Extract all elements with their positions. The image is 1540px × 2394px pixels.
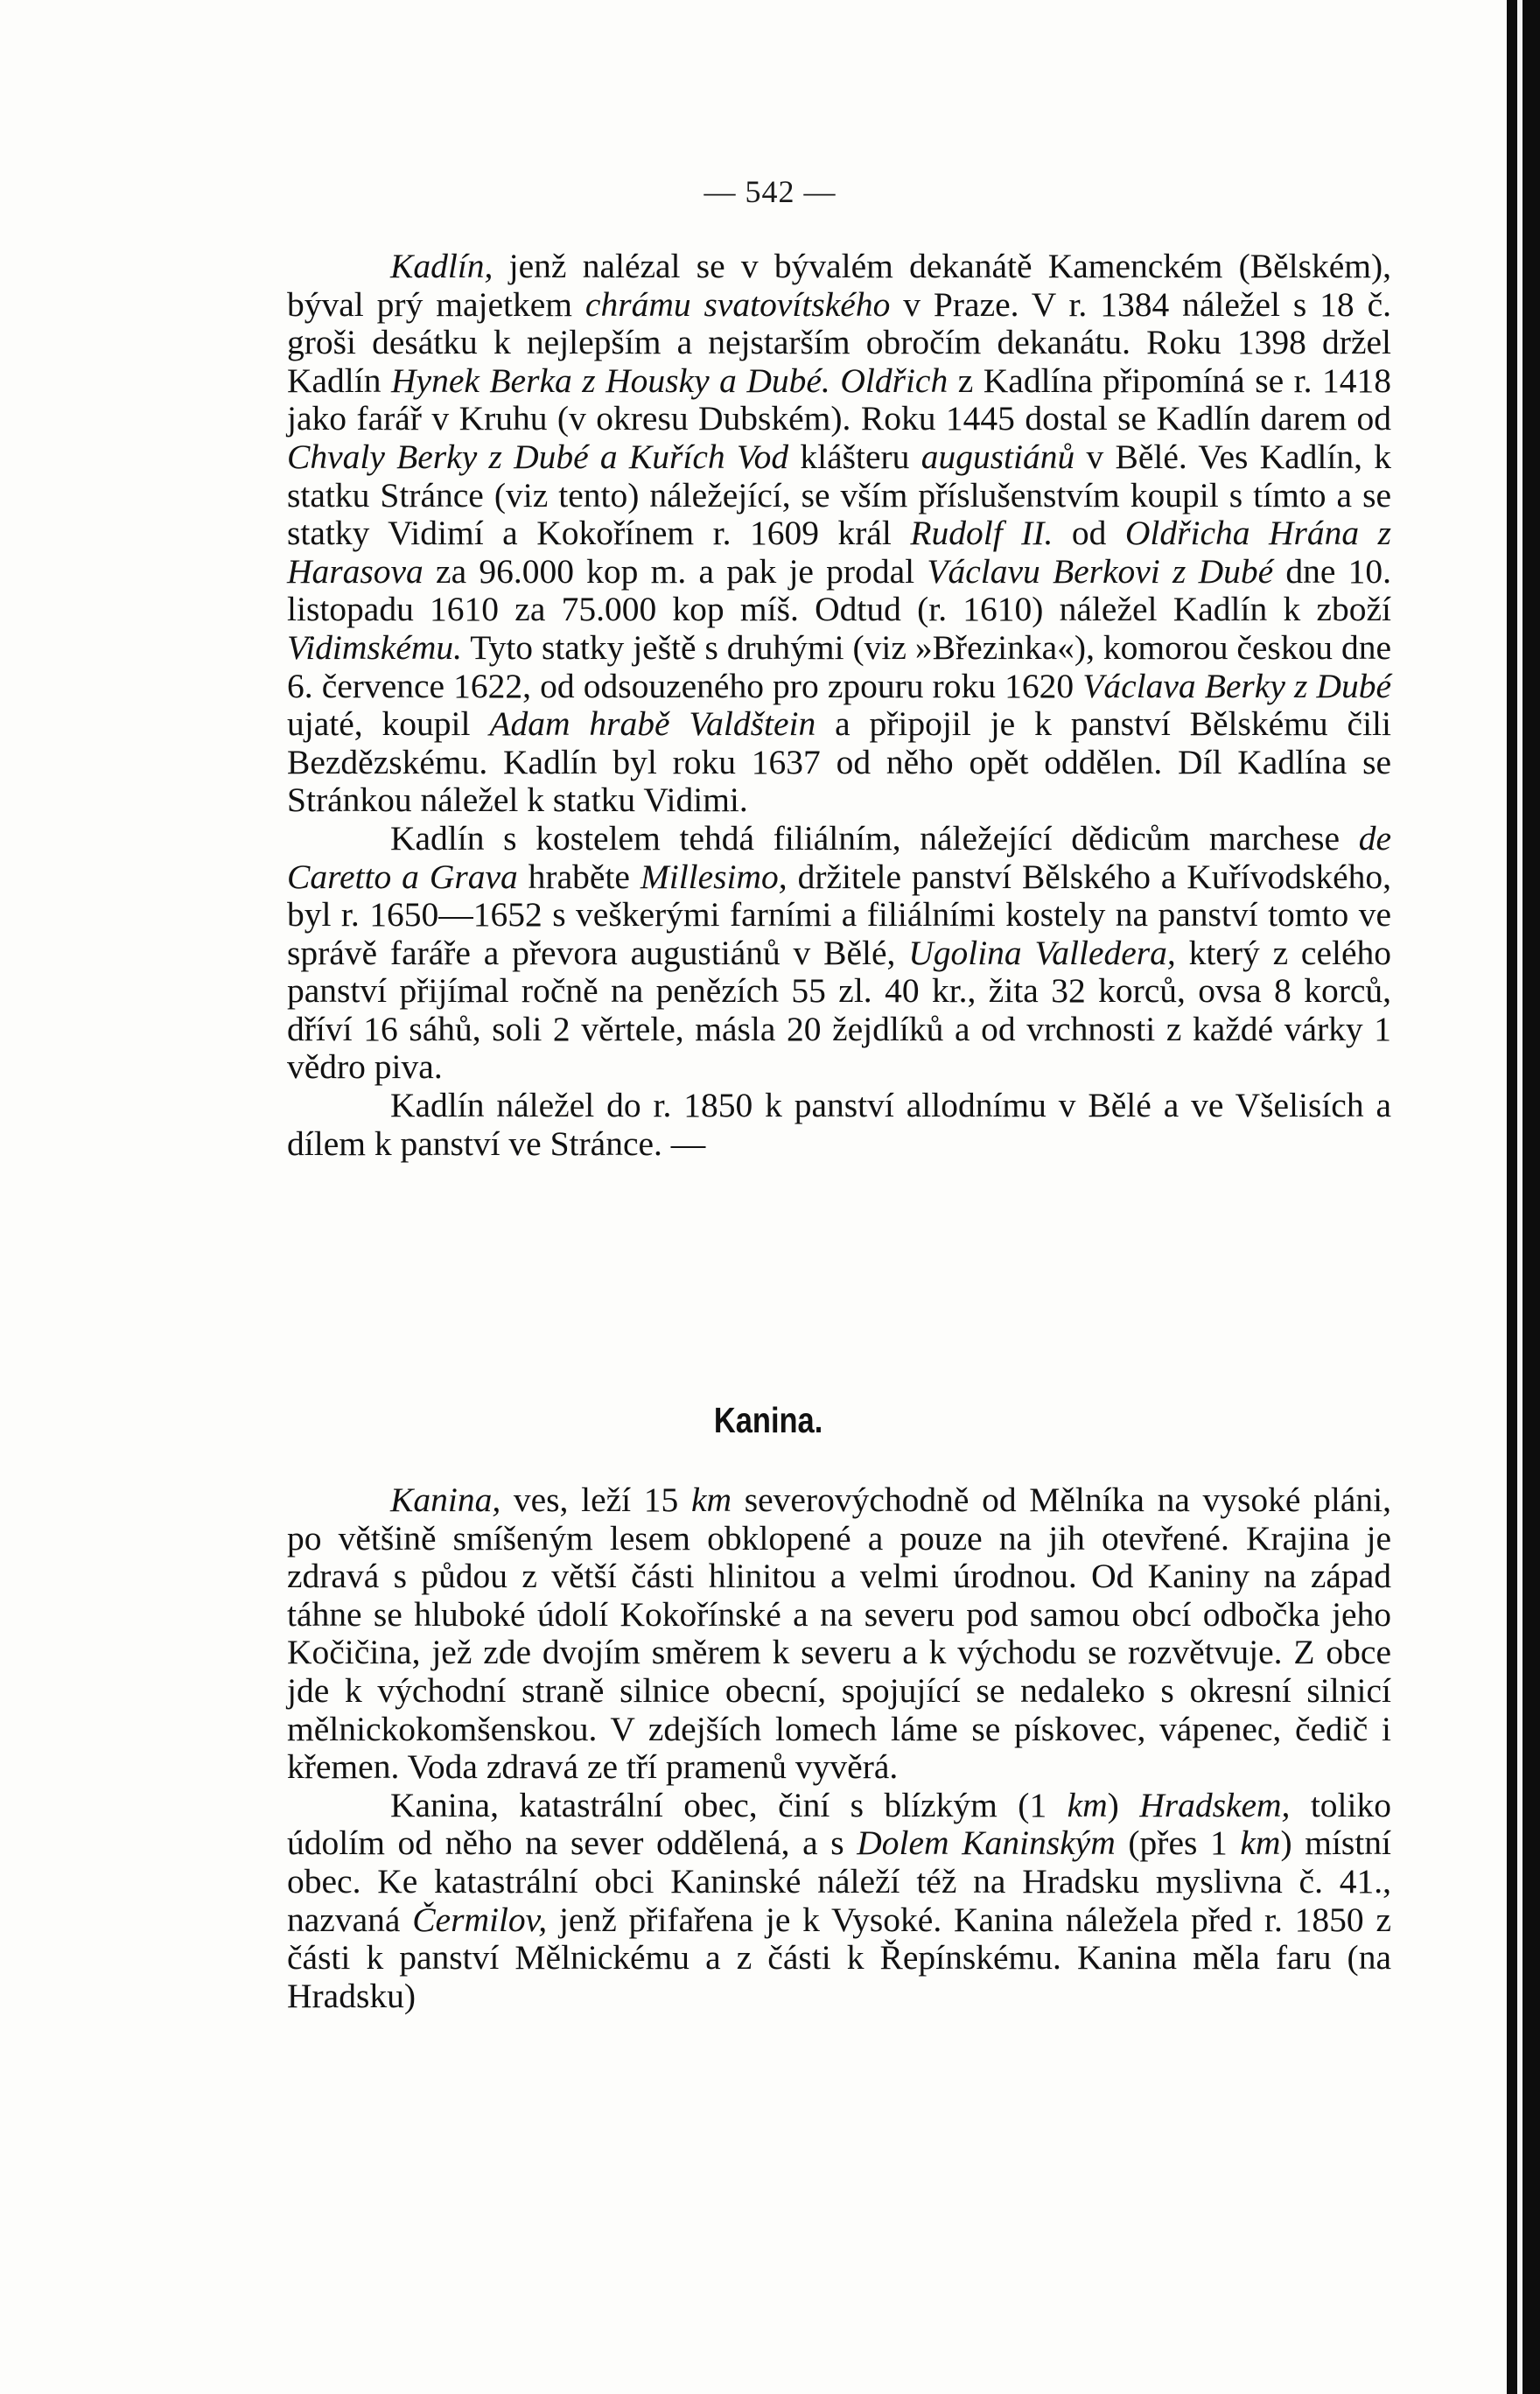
italic-text: augustiánů	[920, 437, 1075, 476]
text-run: ujaté, koupil	[287, 704, 490, 744]
italic-text: Kanina,	[390, 1480, 501, 1519]
italic-text: Dolem Kaninským	[857, 1824, 1116, 1863]
text-run: za 96.000 kop m. a pak je prodal	[423, 551, 928, 591]
italic-text: Hradskem,	[1139, 1785, 1291, 1824]
text-run: Tyto statky ještě s druhými (viz »Březinka«), komorou českou dne 6. července 1622, od odsouzeného pro zpouru roku 1620	[287, 627, 1391, 705]
text-run: hraběte	[517, 857, 640, 896]
italic-text: Oldřich	[840, 360, 948, 400]
text-run: Kadlín s kostelem tehdá filiálním, náležející dědicům marchese	[390, 818, 1359, 858]
italic-text: Čermilov,	[412, 1900, 548, 1939]
italic-text: de Caretto a Grava	[287, 818, 1391, 896]
text-run: ves, leží 15	[500, 1480, 691, 1519]
scan-edge	[1507, 0, 1540, 2394]
text-run: držitele panství Bělského a Kuřívodského, byl r. 1650—1652 s veškerými farními a filiálními kostely na panství tomto ve správě faráře a převora augustiánů v Bělé,	[287, 857, 1391, 972]
text-run: v Praze. V r. 1384 náležel s 18 č. groši desátku k nejlepším a nejstarším obročím dekanátu. Roku 1398 držel Kadlín	[287, 284, 1391, 400]
text-run: v Bělé. Ves Kadlín, k statku Stránce (viz tento) náležející, se vším příslušenstvím koupil s tímto a se statky Vidimí a Kokořínem r. 1609 král	[287, 437, 1391, 553]
paragraph	[287, 1787, 1391, 2016]
italic-text: km	[1240, 1824, 1281, 1863]
text-run: jenž přifařena je k Vysoké. Kanina náležela před r. 1850 z části k panství Mělnickému a z části k Řepínskému. Kanina měla faru (na Hradsku)	[287, 1900, 1391, 2015]
italic-text: chrámu svatovítského	[584, 284, 891, 324]
text-run: od	[1053, 514, 1125, 553]
paragraph	[287, 1481, 1391, 1787]
text-run: ) místní obec. Ke katastrální obci Kaninské náleží též na Hradsku myslivna č. 41., nazvaná	[287, 1824, 1391, 1939]
italic-text: Václavu Berkovi z Dubé	[927, 551, 1274, 591]
text-run: dne 10. listopadu 1610 za 75.000 kop míš. Odtud (r. 1610) náležel Kadlín k zboží	[287, 551, 1391, 629]
italic-text: Vidimskému.	[287, 627, 463, 667]
text-run: (přes 1	[1115, 1824, 1241, 1863]
text-run: a připojil je k panství Bělskému čili Bezdězskému. Kadlín byl roku 1637 od něho opět oddělen. Díl Kadlína se Stránkou náležel k statku Vidimi.	[287, 704, 1391, 820]
italic-text: Millesimo,	[640, 857, 788, 896]
paragraph	[287, 820, 1391, 1087]
text-run: toliko údolím od něho na sever oddělená, a s	[287, 1785, 1391, 1863]
section-heading: Kanina.	[713, 1400, 823, 1440]
italic-text: Hynek Berka z Housky a Dubé.	[391, 360, 830, 400]
text-run: jenž nalézal se v bývalém dekanátě Kamenckém (Bělském), býval prý majetkem	[287, 247, 1391, 324]
italic-text: Ugolina Valledera,	[908, 933, 1176, 972]
kadlin-section	[287, 248, 1391, 1163]
italic-text: km	[1067, 1785, 1108, 1824]
text-run: )	[1107, 1785, 1140, 1824]
text-run: Kanina, katastrální obec, činí s blízkým (1	[390, 1785, 1068, 1824]
page-number: — 542 —	[704, 174, 836, 209]
text-run: z Kadlína připomíná se r. 1418 jako farář v Kruhu (v okresu Dubském). Roku 1445 dostal se Kadlín darem od	[287, 360, 1391, 438]
italic-text: km	[690, 1480, 732, 1519]
text-run: Kadlín náležel do r. 1850 k panství allodnímu v Bělé a ve Všelisích a dílem k panství ve Stránce. —	[287, 1086, 1391, 1163]
italic-text: Oldřicha Hrána z Harasova	[287, 514, 1392, 591]
italic-text: Václava Berky z Dubé	[1082, 666, 1391, 705]
text-run: klášteru	[788, 437, 921, 476]
italic-text: Rudolf II.	[910, 514, 1054, 553]
kanina-section	[287, 1481, 1391, 2015]
scan-edge-highlight	[1517, 0, 1522, 2394]
paragraph	[287, 1087, 1391, 1163]
italic-text: Kadlín,	[390, 247, 494, 285]
text-run: který z celého panství přijímal ročně na penězích 55 zl. 40 kr., žita 32 korců, ovsa 8 korců, dříví 16 sáhů, soli 2 věrtele, másla 20 žejdlíků a od vrchnosti z každé várky 1 vědro piva.	[287, 933, 1391, 1087]
text-run	[830, 361, 841, 400]
text-run: severovýchodně od Mělníka na vysoké pláni, po většině smíšeným lesem obklopené a pouze na jih otevřené. Krajina je zdravá s půdou z větší části hlinitou a velmi úrodnou. Od Kaniny na západ táhne se hluboké údolí Kokořínské a na severu pod samou obcí odbočka jeho Kočičina, jež zde dvojím směrem k severu a k východu se rozvětvuje. Z obce jde k východní straně silnice obecní, spojující se nedaleko s okresní silnicí mělnickokomšenskou. V zdejších lomech láme se pískovec, vápenec, čedič i křemen. Voda zdravá ze tří pramenů vyvěrá.	[287, 1480, 1391, 1787]
italic-text: Chvaly Berky z Dubé a Kuřích Vod	[287, 437, 789, 476]
paragraph	[287, 248, 1391, 820]
italic-text: Adam hrabě Valdštein	[489, 704, 816, 744]
